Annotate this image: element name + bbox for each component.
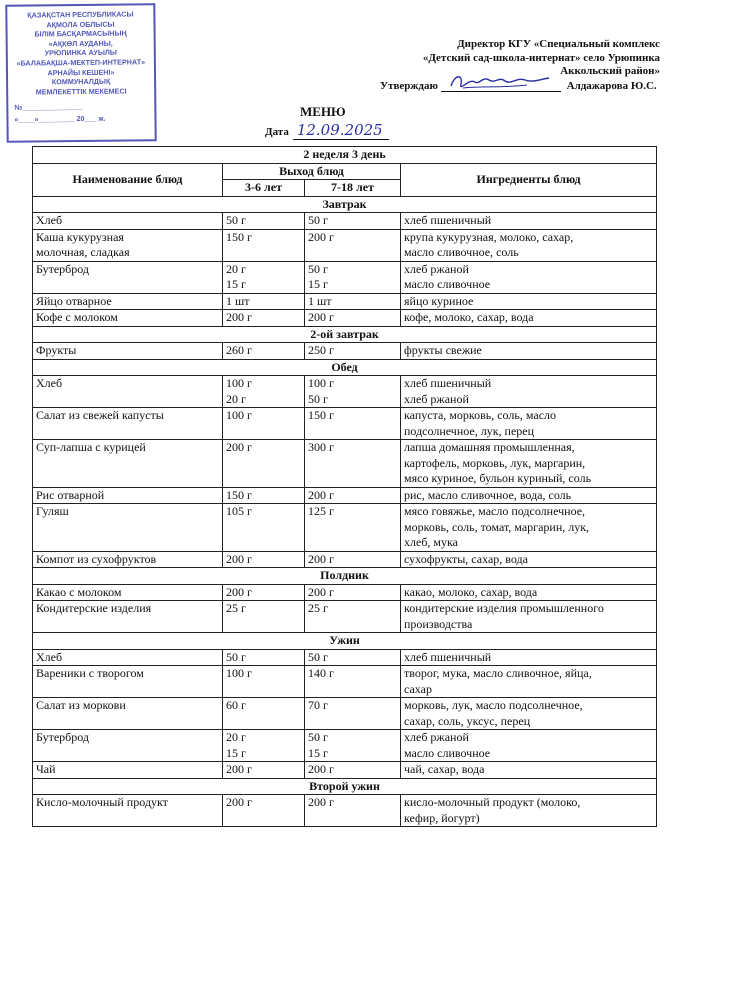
portion-7-18: 25 г [305, 601, 401, 633]
dish-name: Фрукты [33, 343, 223, 360]
table-row [33, 584, 657, 601]
section-title: 2-ой завтрак [33, 326, 657, 343]
table-header-row [33, 163, 657, 180]
portion-3-6: 20 г 15 г [223, 730, 305, 762]
portion-3-6: 100 г [223, 666, 305, 698]
portion-3-6: 50 г [223, 213, 305, 230]
dish-name: Кондитерские изделия [33, 601, 223, 633]
stamp-line: «АҚКӨЛ АУДАНЫ, [48, 38, 113, 49]
section-title: Ужин [33, 633, 657, 650]
table-row [33, 213, 657, 230]
dish-name: Салат из свежей капусты [33, 408, 223, 440]
portion-7-18: 50 г 15 г [305, 730, 401, 762]
portion-7-18: 70 г [305, 698, 401, 730]
stamp-number: №_______________ [14, 102, 83, 113]
table-row [33, 730, 657, 762]
column-header-name: Наименование блюд [33, 163, 223, 196]
stamp-line: КОММУНАЛДЫҚ [51, 76, 111, 87]
portion-3-6: 260 г [223, 343, 305, 360]
approval-line [380, 80, 660, 92]
dish-name: Салат из моркови [33, 698, 223, 730]
dish-name: Бутерброд [33, 730, 223, 762]
section-title: Завтрак [33, 196, 657, 213]
column-header-output: Выход блюд [223, 163, 401, 180]
stamp-line: БІЛІМ БАСҚАРМАСЫНЫҢ [34, 28, 127, 39]
portion-3-6: 200 г [223, 762, 305, 779]
ingredients: чай, сахар, вода [401, 762, 657, 779]
portion-3-6: 60 г [223, 698, 305, 730]
official-stamp [5, 3, 156, 143]
dish-name: Кисло-молочный продукт [33, 795, 223, 827]
portion-3-6: 200 г [223, 440, 305, 488]
section-title: Второй ужин [33, 778, 657, 795]
table-row [33, 504, 657, 552]
page-title: МЕНЮ [300, 104, 346, 119]
ingredients: капуста, морковь, соль, масло подсолнечное, лук, перец [401, 408, 657, 440]
portion-7-18: 50 г [305, 213, 401, 230]
table-header-row [33, 147, 657, 164]
portion-7-18: 200 г [305, 762, 401, 779]
dish-name: Рис отварной [33, 487, 223, 504]
stamp-line: АРНАЙЫ КЕШЕНІ» [47, 67, 115, 77]
table-row [33, 698, 657, 730]
section-title: Обед [33, 359, 657, 376]
table-row [33, 551, 657, 568]
portion-7-18: 1 шт [305, 293, 401, 310]
ingredients: рис, масло сливочное, вода, соль [401, 487, 657, 504]
table-row [33, 310, 657, 327]
section-row [33, 326, 657, 343]
ingredients: фрукты свежие [401, 343, 657, 360]
portion-3-6: 100 г [223, 408, 305, 440]
portion-7-18: 300 г [305, 440, 401, 488]
date-value: 12.09.2025 [293, 121, 389, 140]
stamp-line: ҚАЗАҚСТАН РЕСПУБЛИКАСЫ [27, 9, 134, 20]
portion-7-18: 125 г [305, 504, 401, 552]
table-row [33, 649, 657, 666]
section-row [33, 359, 657, 376]
portion-7-18: 200 г [305, 795, 401, 827]
portion-3-6: 200 г [223, 551, 305, 568]
ingredients: сухофрукты, сахар, вода [401, 551, 657, 568]
portion-7-18: 200 г [305, 551, 401, 568]
table-row [33, 601, 657, 633]
column-header-ingredients: Ингредиенты блюд [401, 163, 657, 196]
signature-line [441, 80, 561, 92]
ingredients: какао, молоко, сахар, вода [401, 584, 657, 601]
dish-name: Чай [33, 762, 223, 779]
stamp-line: МЕМЛЕКЕТТІК МЕКЕМЕСІ [35, 86, 127, 97]
portion-3-6: 200 г [223, 584, 305, 601]
portion-7-18: 150 г [305, 408, 401, 440]
portion-3-6: 105 г [223, 504, 305, 552]
portion-3-6: 100 г 20 г [223, 376, 305, 408]
portion-7-18: 50 г 15 г [305, 261, 401, 293]
table-row [33, 376, 657, 408]
table-row [33, 408, 657, 440]
dish-name: Хлеб [33, 376, 223, 408]
ingredients: кофе, молоко, сахар, вода [401, 310, 657, 327]
section-row [33, 568, 657, 585]
dish-name: Компот из сухофруктов [33, 551, 223, 568]
section-row [33, 196, 657, 213]
stamp-line: УРЮПИНКА АУЫЛЫ [44, 47, 117, 58]
ingredients: хлеб ржаной масло сливочное [401, 261, 657, 293]
ingredients: крупа кукурузная, молоко, сахар, масло сливочное, соль [401, 229, 657, 261]
portion-7-18: 50 г [305, 649, 401, 666]
dish-name: Хлеб [33, 649, 223, 666]
ingredients: яйцо куриное [401, 293, 657, 310]
table-row [33, 261, 657, 293]
portion-3-6: 150 г [223, 229, 305, 261]
ingredients: хлеб пшеничный [401, 649, 657, 666]
ingredients: кондитерские изделия промышленного производства [401, 601, 657, 633]
dish-name: Каша кукурузная молочная, сладкая [33, 229, 223, 261]
approve-label: Утверждаю [380, 80, 438, 92]
approve-name: Алдажарова Ю.С. [566, 80, 657, 92]
portion-3-6: 200 г [223, 310, 305, 327]
dish-name: Яйцо отварное [33, 293, 223, 310]
date-label: Дата [265, 126, 289, 138]
portion-3-6: 20 г 15 г [223, 261, 305, 293]
ingredients: хлеб пшеничный [401, 213, 657, 230]
portion-7-18: 100 г 50 г [305, 376, 401, 408]
section-title: Полдник [33, 568, 657, 585]
director-line: «Детский сад-школа-интернат» село Урюпинка [422, 51, 660, 64]
portion-7-18: 200 г [305, 584, 401, 601]
menu-date [265, 121, 389, 139]
table-row [33, 229, 657, 261]
column-header-age-2: 7-18 лет [305, 180, 401, 197]
portion-3-6: 150 г [223, 487, 305, 504]
dish-name: Суп-лапша с курицей [33, 440, 223, 488]
table-row [33, 762, 657, 779]
stamp-line: АҚМОЛА ОБЛЫСЫ [46, 19, 115, 29]
section-row [33, 778, 657, 795]
menu-body [33, 196, 657, 827]
table-row [33, 666, 657, 698]
stamp-date: «____»_________ 20___ ж. [14, 113, 106, 124]
portion-3-6: 25 г [223, 601, 305, 633]
dish-name: Хлеб [33, 213, 223, 230]
menu-table [32, 146, 657, 827]
ingredients: творог, мука, масло сливочное, яйца, сахар [401, 666, 657, 698]
table-row [33, 795, 657, 827]
portion-3-6: 1 шт [223, 293, 305, 310]
dish-name: Кофе с молоком [33, 310, 223, 327]
table-row [33, 343, 657, 360]
portion-7-18: 200 г [305, 487, 401, 504]
dish-name: Гуляш [33, 504, 223, 552]
dish-name: Бутерброд [33, 261, 223, 293]
ingredients: хлеб пшеничный хлеб ржаной [401, 376, 657, 408]
ingredients: лапша домашняя промышленная, картофель, морковь, лук, маргарин, мясо куриное, бульон куриный, соль [401, 440, 657, 488]
portion-3-6: 200 г [223, 795, 305, 827]
portion-7-18: 140 г [305, 666, 401, 698]
week-day-header: 2 неделя 3 день [33, 147, 657, 164]
dish-name: Вареники с творогом [33, 666, 223, 698]
table-row [33, 487, 657, 504]
portion-7-18: 200 г [305, 229, 401, 261]
ingredients: хлеб ржаной масло сливочное [401, 730, 657, 762]
portion-3-6: 50 г [223, 649, 305, 666]
director-line: Аккольский район» [560, 65, 660, 78]
ingredients: мясо говяжье, масло подсолнечное, морковь, соль, томат, маргарин, лук, хлеб, мука [401, 504, 657, 552]
column-header-age-1: 3-6 лет [223, 180, 305, 197]
signature-icon [443, 70, 553, 94]
portion-7-18: 250 г [305, 343, 401, 360]
stamp-line: «БАЛАБАҚША-МЕКТЕП-ИНТЕРНАТ» [16, 57, 146, 68]
ingredients: кисло-молочный продукт (молоко, кефир, йогурт) [401, 795, 657, 827]
table-row [33, 293, 657, 310]
director-line: Директор КГУ «Специальный комплекс [457, 38, 660, 50]
table-row [33, 440, 657, 488]
dish-name: Какао с молоком [33, 584, 223, 601]
portion-7-18: 200 г [305, 310, 401, 327]
section-row [33, 633, 657, 650]
ingredients: морковь, лук, масло подсолнечное, сахар, соль, уксус, перец [401, 698, 657, 730]
